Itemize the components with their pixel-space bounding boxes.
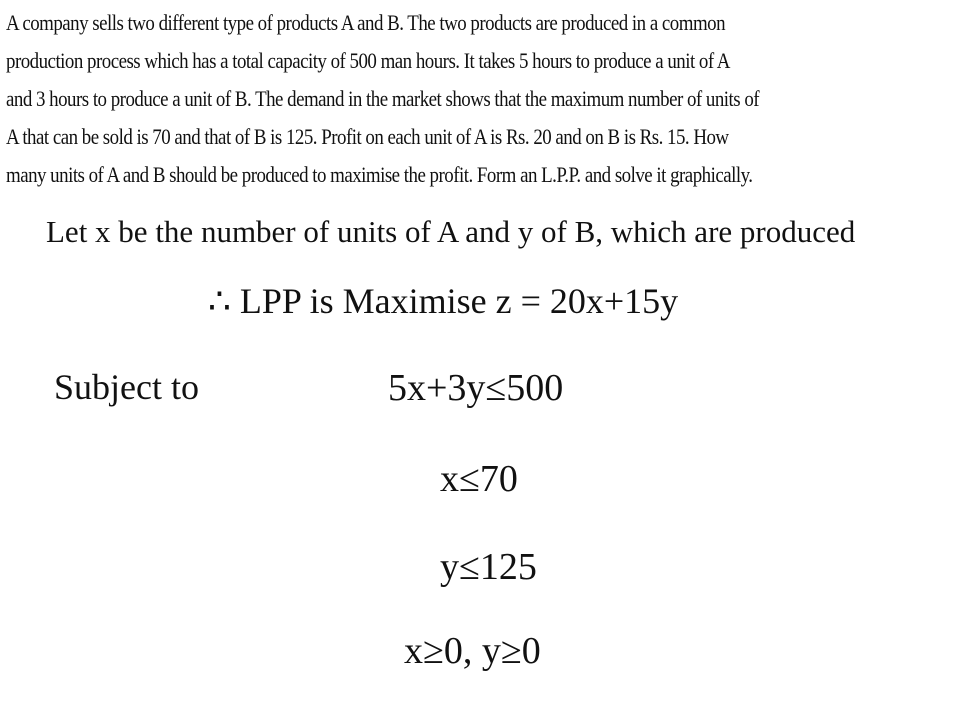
variable-definition: Let x be the number of units of A and y of B, which are produced — [46, 214, 856, 249]
problem-line: A company sells two different type of products A and B. The two products are produced in a common — [6, 10, 726, 35]
problem-line: many units of A and B should be produced to maximise the profit. Form an L.P.P. and solve it graphically. — [6, 162, 753, 187]
constraint-x-max: x≤70 — [440, 458, 518, 500]
constraint-y-max: y≤125 — [440, 546, 537, 588]
problem-statement — [6, 4, 821, 194]
constraint-non-negativity: x≥0, y≥0 — [404, 630, 541, 672]
problem-line: A that can be sold is 70 and that of B is 125. Profit on each unit of A is Rs. 20 and on B is Rs. 15. How — [6, 124, 729, 149]
problem-line: production process which has a total capacity of 500 man hours. It takes 5 hours to produce a unit of A — [6, 48, 730, 73]
objective-function: ∴ LPP is Maximise z = 20x+15y — [208, 281, 679, 321]
subject-to-label: Subject to — [54, 367, 199, 407]
constraint-capacity: 5x+3y≤500 — [388, 367, 564, 409]
problem-line: and 3 hours to produce a unit of B. The demand in the market shows that the maximum number of units of — [6, 86, 760, 111]
